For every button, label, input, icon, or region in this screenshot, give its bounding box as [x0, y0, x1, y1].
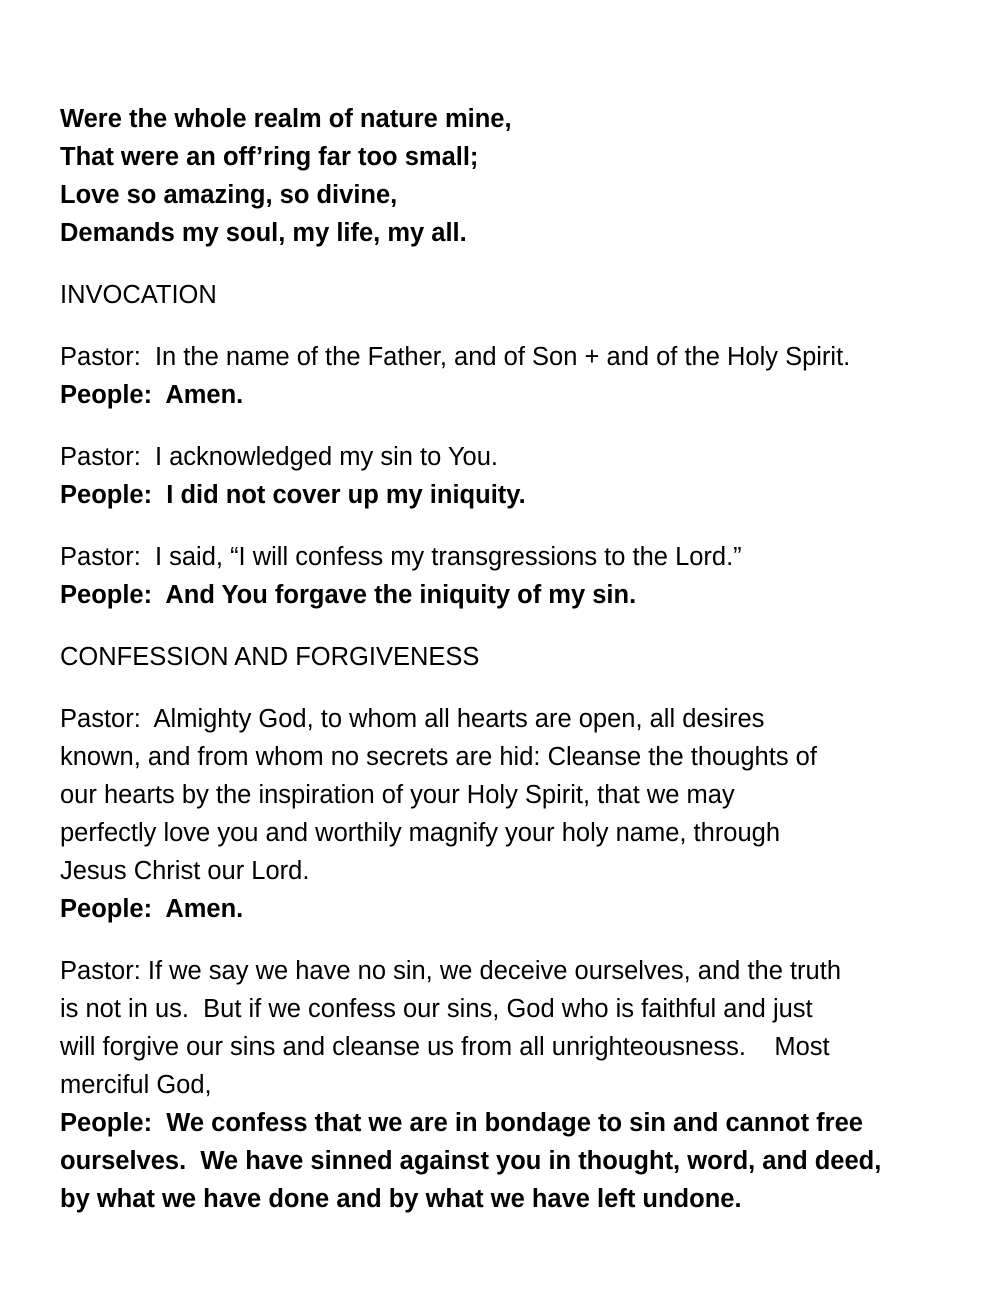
pastor-line: perfectly love you and worthily magnify your holy name, through — [60, 819, 781, 847]
pastor-line: Pastor: If we say we have no sin, we deceive ourselves, and the truth — [60, 957, 841, 985]
pastor-line: Pastor: I acknowledged my sin to You. — [60, 443, 499, 471]
exchange — [60, 438, 960, 514]
confession-exchange — [60, 952, 960, 1218]
hymn-line: Love so amazing, so divine, — [60, 181, 398, 209]
invocation-heading-block — [60, 276, 960, 314]
people-response: People: And You forgave the iniquity of my sin. — [60, 581, 637, 609]
hymn-stanza — [60, 100, 960, 252]
pastor-line: Pastor: In the name of the Father, and of Son + and of the Holy Spirit. — [60, 343, 851, 371]
collect-exchange — [60, 700, 960, 928]
pastor-line: our hearts by the inspiration of your Holy Spirit, that we may — [60, 781, 735, 809]
liturgy-page — [60, 100, 960, 1242]
people-response: People: Amen. — [60, 381, 244, 409]
pastor-line: Pastor: I said, “I will confess my transgressions to the Lord.” — [60, 543, 742, 571]
pastor-line: merciful God, — [60, 1071, 212, 1099]
people-response: ourselves. We have sinned against you in thought, word, and deed, — [60, 1147, 882, 1175]
pastor-line: is not in us. But if we confess our sins, God who is faithful and just — [60, 995, 813, 1023]
people-response: People: We confess that we are in bondage to sin and cannot free — [60, 1109, 863, 1137]
exchange — [60, 538, 960, 614]
hymn-line: That were an off’ring far too small; — [60, 143, 479, 171]
people-response: People: I did not cover up my iniquity. — [60, 481, 526, 509]
people-response: by what we have done and by what we have left undone. — [60, 1185, 742, 1213]
pastor-line: will forgive our sins and cleanse us from all unrighteousness. Most — [60, 1033, 830, 1061]
section-heading-confession: CONFESSION AND FORGIVENESS — [60, 643, 480, 671]
section-heading-invocation: INVOCATION — [60, 281, 217, 309]
pastor-line: Jesus Christ our Lord. — [60, 857, 310, 885]
people-response: People: Amen. — [60, 895, 244, 923]
pastor-line: known, and from whom no secrets are hid: Cleanse the thoughts of — [60, 743, 817, 771]
hymn-line: Demands my soul, my life, my all. — [60, 219, 467, 247]
exchange — [60, 338, 960, 414]
hymn-line: Were the whole realm of nature mine, — [60, 105, 512, 133]
confession-heading-block — [60, 638, 960, 676]
pastor-line: Pastor: Almighty God, to whom all hearts are open, all desires — [60, 705, 765, 733]
